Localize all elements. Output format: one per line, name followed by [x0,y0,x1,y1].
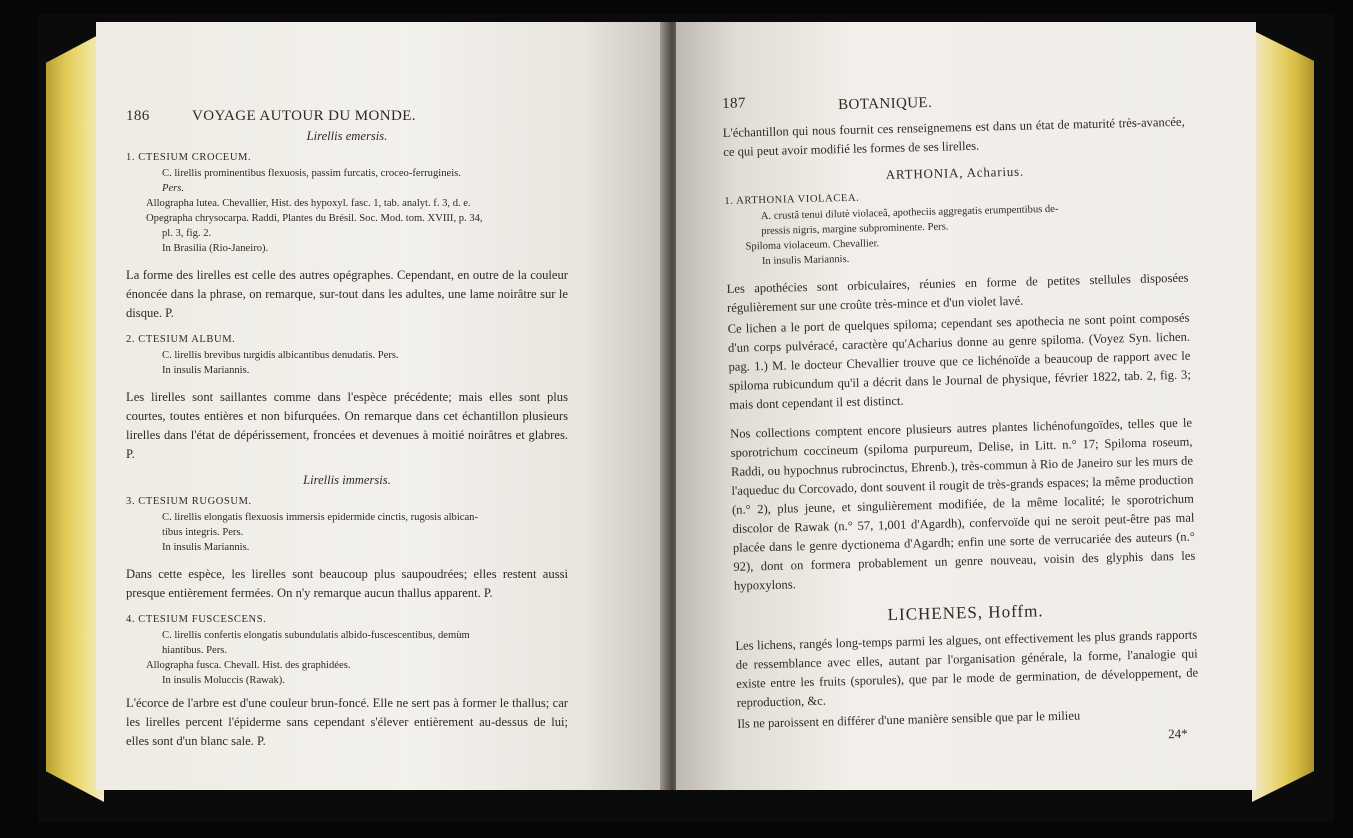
entry-title: 2. CTESIUM ALBUM. [126,334,236,345]
entry-line: C. lirellis elongatis flexuosis immersis epidermide cinctis, rugosis albican- [162,512,478,523]
entry-line: A. crustâ tenui dilutè violaceâ, apotheciis aggregatis erumpentibus de- [760,203,1059,223]
entry-line: C. lirellis confertis elongatis subundulatis albido-fuscescentibus, demùm [162,630,470,641]
right-page-content [722,89,1200,753]
left-running-head [126,108,568,130]
paragraph: Nos collections comptent encore plusieurs autres plantes lichénofungoïdes, telles que le sporotrichum coccineum (spiloma purpureum, Delise, in Litt. n.° 17; Spiloma roseum, Raddi, ou hypochnus rubrocinctus, Ehrenb.), très-commun à Rio de Janeiro sur les murs de l'aqueduc du Corcovado, dont souvent il rougit de très-grands espaces; la même production (n.° 2), plus jeune, et singulièrement modifiée, de la même localité; le sporotrichum discolor de Rawak (n.° 57, 1,001 d'Agardh), confervoïde qui ne seroit peut-être pas mal placée dans le genre dyctionema d'Agardh; enfin une sorte de verrucariée des auteurs (n.° 92), dont on formera probablement un genre nouveau, voisin des glyphis dans les hypoxylons. [729,415,1196,593]
signature-mark: 24* [1167,725,1188,742]
right-page [676,22,1256,790]
entry-line: Pers. [162,183,185,194]
entry-line: pressis nigris, margine subprominente. Pers. [761,221,949,238]
entry-line: Allographa fusca. Chevall. Hist. des graphidées. [146,660,351,671]
entry-line: In insulis Mariannis. [761,253,850,268]
entry-title: 3. CTESIUM RUGOSUM. [126,496,252,507]
left-page-content [126,108,568,759]
left-page [96,22,668,790]
section-heading-arthonia: ARTHONIA, Acharius. [885,163,1025,183]
entry-title: 4. CTESIUM FUSCESCENS. [126,614,267,625]
right-page-number: 187 [721,95,746,112]
section-heading-lichenes: LICHENES, Hoffm. [887,601,1044,625]
paragraph: Les apothécies sont orbiculaires, réunies en forme de petites stellules disposées régulièrement sur une croûte très-mince et d'un violet lavé. [726,270,1189,315]
entry-line: pl. 3, fig. 2. [162,228,212,239]
entry-line: In insulis Mariannis. [162,365,250,376]
right-running-title: BOTANIQUE. [837,94,933,114]
paragraph: Dans cette espèce, les lirelles sont beaucoup plus saupoudrées; elles restent aussi presque entièrement fermées. On n'y remarque aucun thallus apparent. P. [126,567,568,600]
entry-title: 1. CTESIUM CROCEUM. [126,152,252,163]
entry-line: C. lirellis brevibus turgidis albicantibus denudatis. Pers. [162,350,399,361]
entry-title: 1. ARTHONIA VIOLACEA. [724,192,860,207]
paragraph: Ce lichen a le port de quelques spiloma; cependant ses apothecia ne sont point composés d'un corps pulvéracé, caractère qu'Acharius donne au genre spiloma. (Voyez Syn. lichen. pag. 1.) M. le docteur Chevallier trouve que ce lichénoïde a beaucoup de rapport avec le spiloma rubicundum qu'il a décrit dans le Journal de physique, février 1822, tab. 2, fig. 3; mais dont cependant il est distinct. [727,310,1192,412]
entry-line: hiantibus. Pers. [162,645,228,656]
section-heading-immersis: Lirellis immersis. [303,473,391,487]
entry-line: Allographa lutea. Chevallier, Hist. des hypoxyl. fasc. 1, tab. analyt. f. 3, d. e. [146,198,471,209]
entry-line: In Brasilia (Rio-Janeiro). [162,243,269,254]
section-heading-emersis: Lirellis emersis. [306,129,388,143]
entry-line: Opegrapha chrysocarpa. Raddi, Plantes du Brésil. Soc. Mod. tom. XVIII, p. 34, [146,213,483,224]
entry-line: tibus integris. Pers. [162,527,244,538]
entry-line: In insulis Mariannis. [162,542,250,553]
left-page-number: 186 [126,108,150,124]
right-page-edges [1252,30,1314,802]
paragraph: Ils ne paroissent en différer d'une manière sensible que par le milieu [737,708,1081,731]
paragraph: La forme des lirelles est celle des autres opégraphes. Cependant, en outre de la couleur énoncée dans la phrase, on remarque, sur-tout dans les adultes, une lame noirâtre sur le disque. P. [126,268,568,320]
paragraph: L'écorce de l'arbre est d'une couleur brun-foncé. Elle ne sert pas à former le thallus; car les lirelles percent l'épiderme sans cependant s'élever entièrement au-dessus de lui; elles sont d'un blanc sale. P. [126,696,568,748]
paragraph: L'échantillon qui nous fournit ces renseignemens est dans un état de maturité très-avancée, ce qui peut avoir modifié les formes de ses lirelles. [722,114,1185,159]
entry-line: In insulis Moluccis (Rawak). [162,675,285,686]
left-running-title: VOYAGE AUTOUR DU MONDE. [192,108,416,124]
paragraph: Les lichens, rangés long-temps parmi les algues, ont effectivement les plus grands rapports de ressemblance avec elles, autant par l'organisation générale, la forme, l'analogie qui existe entre les fruits (sporules), que par le mode de germination, de développement, de reproduction, &c. [735,627,1199,710]
paragraph: Les lirelles sont saillantes comme dans l'espèce précédente; mais elles sont plus courtes, toutes entières et non bifurquées. On remarque dans cet échantillon plusieurs lirelles dans l'état de dépérissement, froncées et devenues à moitié noirâtres et glabres. P. [126,390,568,461]
entry-line: C. lirellis prominentibus flexuosis, passim furcatis, croceo-ferrugineis. [162,168,461,179]
entry-line: Spiloma violaceum. Chevallier. [745,238,880,253]
